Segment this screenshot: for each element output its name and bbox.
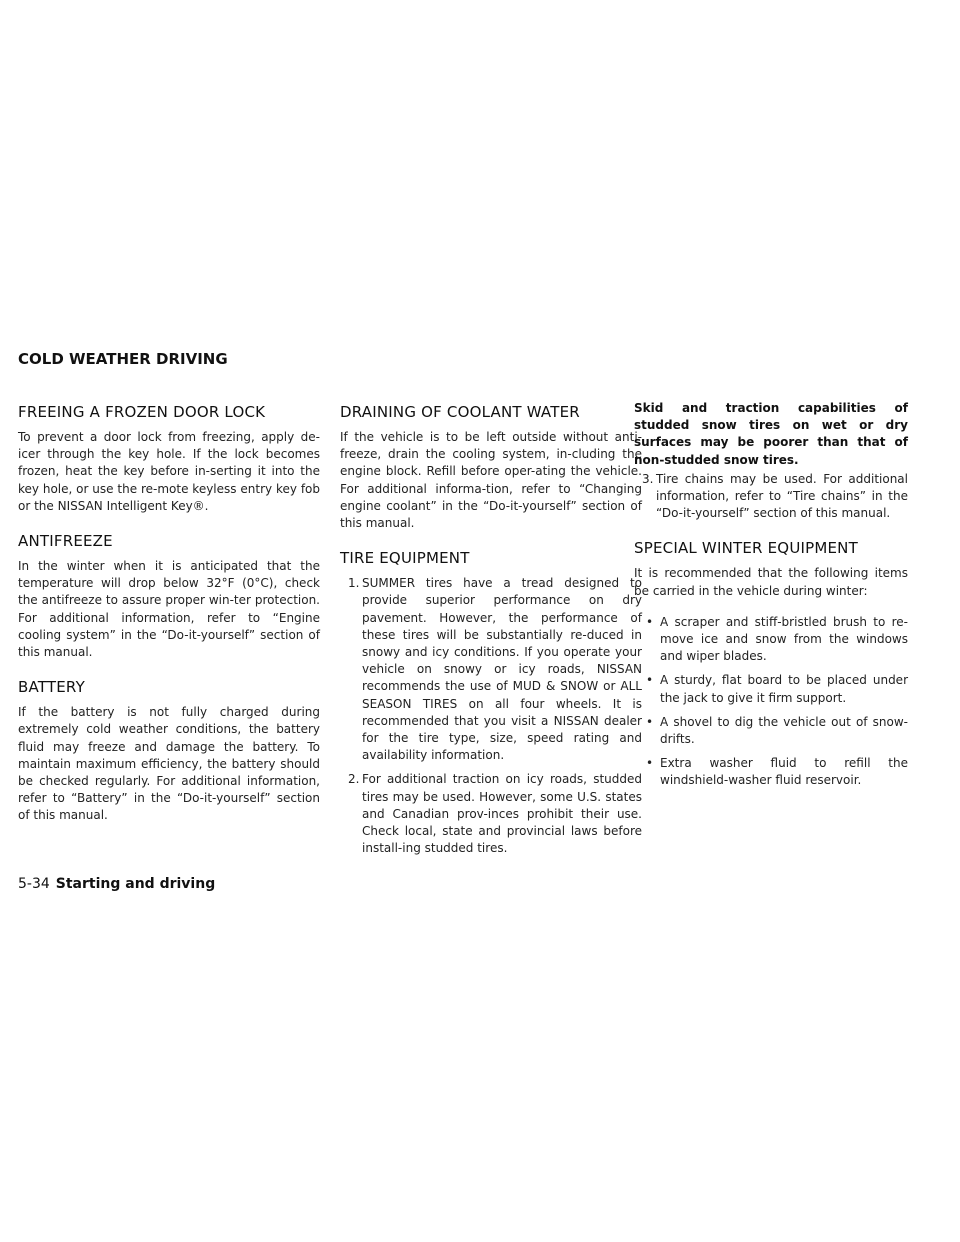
heading-antifreeze: ANTIFREEZE: [18, 532, 113, 551]
list-item: [634, 714, 908, 748]
paragraph-battery: If the battery is not fully charged during extremely cold weather conditions, the battery fluid may freeze and damage the battery. To maintain maximum efficiency, the battery should be checked regularly. For additional information, refer to “Battery” in the “Do-it-yourself” section of this manual.: [18, 705, 320, 823]
bullet-icon: •: [646, 614, 654, 629]
paragraph-door-lock: To prevent a door lock from freezing, apply de-icer through the key hole. If the lock becomes frozen, heat the key before in-serting it into the key hole, or use the re-mote keyless entry key fob or the NISSAN Intelligent Key®.: [18, 430, 320, 513]
list-item-text: A shovel to dig the vehicle out of snow-drifts.: [660, 714, 908, 747]
list-number: 3.: [642, 471, 654, 486]
list-item: [340, 771, 642, 857]
page-number: 5-34: [18, 876, 50, 892]
heading-tire-equipment: TIRE EQUIPMENT: [340, 549, 470, 568]
page-footer: [18, 876, 215, 892]
tire-list: [340, 575, 642, 857]
list-item: [634, 672, 908, 706]
list-item-text: Extra washer fluid to refill the windshield-washer fluid reservoir.: [660, 756, 908, 788]
heading-battery: BATTERY: [18, 678, 85, 697]
heading-draining-coolant: DRAINING OF COOLANT WATER: [340, 403, 580, 421]
bullet-icon: •: [646, 673, 654, 688]
list-item: [340, 575, 642, 764]
tire-list-continued: [634, 471, 908, 523]
heading-freeing-frozen-door-lock: FREEING A FROZEN DOOR LOCK: [18, 403, 266, 421]
paragraph-winter-equipment: It is recommended that the following items be carried in the vehicle during winter:: [634, 566, 908, 598]
winter-equipment-list: [634, 614, 908, 790]
list-item-text: SUMMER tires have a tread designed to provide superior performance on dry pavement. However, the performance of these tires will be substantially re-duced in snowy and icy conditions. If you operate your vehicle on snowy or icy roads, NISSAN recommends the use of MUD & SNOW or ALL SEASON TIRES on all four wheels. It is recommended that you visit a NISSAN dealer for the tire type, size, speed rating and availability information.: [362, 576, 642, 763]
column-left: [18, 400, 320, 839]
chapter-title: Starting and driving: [55, 876, 216, 892]
list-item: [634, 614, 908, 666]
column-middle: [340, 400, 642, 871]
paragraph-coolant: If the vehicle is to be left outside without anti-freeze, drain the cooling system, in-cluding the engine block. Refill before oper-ating the vehicle. For additional informa-tion, refer to “Changing engine coolant” in the “Do-it-yourself” section of this manual.: [340, 430, 642, 531]
studded-tire-warning: Skid and traction capabilities of studded snow tires on wet or dry surfaces may be poorer than that of non-studded snow tires.: [634, 401, 908, 467]
list-item: [634, 755, 908, 789]
list-item: [634, 471, 908, 523]
list-item-text: A sturdy, flat board to be placed under the jack to give it firm support.: [660, 673, 908, 705]
section-title: COLD WEATHER DRIVING: [18, 350, 228, 368]
list-item-text: A scraper and stiff-bristled brush to re-move ice and snow from the windows and wiper blades.: [660, 614, 908, 664]
list-item-text: For additional traction on icy roads, studded tires may be used. However, some U.S. states and Canadian prov-inces prohibit their use. Check local, state and provincial laws before install-ing studded tires.: [362, 772, 642, 856]
paragraph-antifreeze: In the winter when it is anticipated that the temperature will drop below 32°F (0°C), check the antifreeze to assure proper win-ter protection. For additional information, refer to “Engine cooling system” in the “Do-it-yourself” section of this manual.: [18, 559, 320, 660]
bullet-icon: •: [646, 714, 654, 729]
list-number: 2.: [348, 772, 360, 787]
list-number: 1.: [348, 576, 360, 591]
bullet-icon: •: [646, 756, 654, 771]
column-right: [634, 400, 908, 804]
list-item-text: Tire chains may be used. For additional information, refer to “Tire chains” in the “Do-it-yourself” section of this manual.: [656, 471, 908, 521]
heading-special-winter-equipment: SPECIAL WINTER EQUIPMENT: [634, 539, 858, 558]
